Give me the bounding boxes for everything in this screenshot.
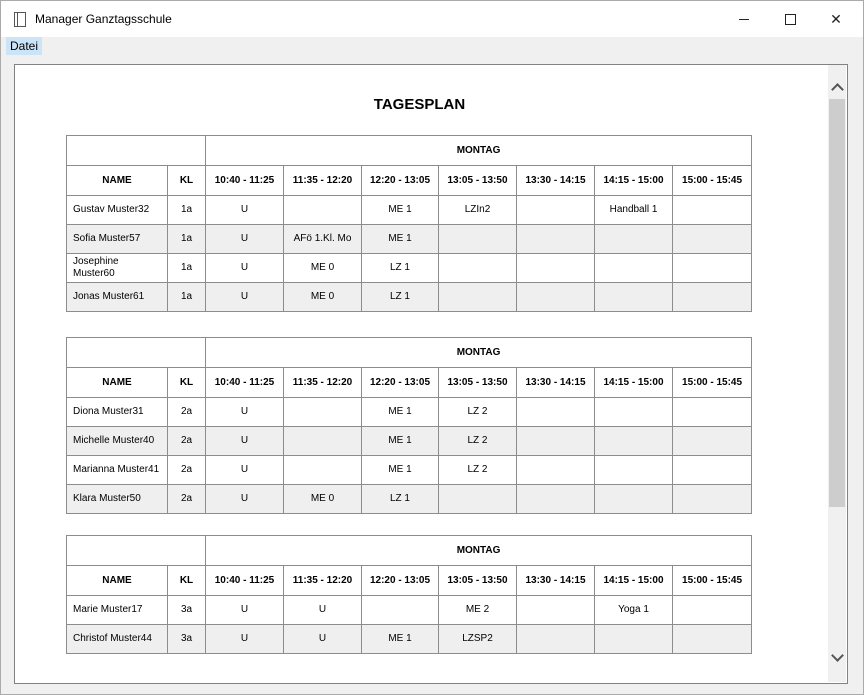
minimize-button[interactable] [721, 1, 767, 37]
schedule-cell: U [206, 456, 284, 485]
schedule-cell [673, 398, 752, 427]
close-icon: ✕ [830, 10, 842, 27]
document-page [22, 66, 817, 683]
empty-header-cell [67, 136, 206, 166]
schedule-cell: U [206, 398, 284, 427]
column-header: 10:40 - 11:25 [206, 368, 284, 398]
scroll-down-button[interactable] [828, 648, 846, 666]
table-row [67, 225, 752, 254]
schedule-cell: ME 0 [284, 283, 362, 312]
schedule-cell [439, 225, 517, 254]
schedule-cell [595, 254, 673, 283]
column-header: 13:30 - 14:15 [517, 166, 595, 196]
column-header: 14:15 - 15:00 [595, 566, 673, 596]
schedule-cell: ME 1 [362, 427, 439, 456]
schedule-cell: LZ 1 [362, 254, 439, 283]
column-header: KL [168, 368, 206, 398]
column-header-row [67, 566, 752, 596]
class-cell: 1a [168, 196, 206, 225]
chevron-up-icon [831, 83, 844, 96]
table-row [67, 283, 752, 312]
maximize-icon [785, 14, 796, 25]
schedule-cell [362, 596, 439, 625]
schedule-cell: ME 0 [284, 254, 362, 283]
day-header-row [67, 338, 752, 368]
day-header: MONTAG [206, 136, 752, 166]
schedule-cell [595, 625, 673, 654]
title-bar[interactable] [1, 1, 863, 37]
schedule-cell [673, 427, 752, 456]
schedule-cell: ME 0 [284, 485, 362, 514]
schedule-cell: U [206, 283, 284, 312]
table-row [67, 485, 752, 514]
schedule-cell: U [206, 225, 284, 254]
column-header: NAME [67, 368, 168, 398]
day-header-row [67, 136, 752, 166]
class-cell: 2a [168, 485, 206, 514]
class-cell: 2a [168, 456, 206, 485]
schedule-cell: U [206, 625, 284, 654]
page-title: TAGESPLAN [373, 96, 466, 113]
schedule-cell: Yoga 1 [595, 596, 673, 625]
day-header: MONTAG [206, 536, 752, 566]
schedule-cell: U [284, 625, 362, 654]
column-header: 11:35 - 12:20 [284, 368, 362, 398]
column-header: 11:35 - 12:20 [284, 166, 362, 196]
schedule-cell: ME 1 [362, 456, 439, 485]
column-header: 11:35 - 12:20 [284, 566, 362, 596]
schedule-cell: U [284, 596, 362, 625]
schedule-cell [595, 485, 673, 514]
schedule-cell: Handball 1 [595, 196, 673, 225]
schedule-cell [284, 196, 362, 225]
empty-header-cell [67, 536, 206, 566]
schedule-cell [517, 485, 595, 514]
scrollbar-thumb[interactable] [829, 99, 845, 507]
schedule-cell [595, 283, 673, 312]
table-row [67, 596, 752, 625]
schedule-cell: LZIn2 [439, 196, 517, 225]
column-header: 12:20 - 13:05 [362, 166, 439, 196]
schedule-cell: LZSP2 [439, 625, 517, 654]
schedule-cell: LZ 1 [362, 485, 439, 514]
column-header: 13:05 - 13:50 [439, 566, 517, 596]
student-name-cell: Marianna Muster41 [67, 456, 168, 485]
schedule-cell: U [206, 427, 284, 456]
schedule-cell [517, 625, 595, 654]
schedule-cell [673, 596, 752, 625]
student-name-cell: Michelle Muster40 [67, 427, 168, 456]
schedule-cell [595, 398, 673, 427]
schedule-cell: ME 1 [362, 196, 439, 225]
column-header: 15:00 - 15:45 [673, 566, 752, 596]
schedule-cell: LZ 2 [439, 427, 517, 456]
column-header: 12:20 - 13:05 [362, 566, 439, 596]
vertical-scrollbar[interactable] [828, 65, 846, 682]
schedule-cell: ME 1 [362, 225, 439, 254]
schedule-cell: U [206, 254, 284, 283]
column-header: KL [168, 166, 206, 196]
notebook-icon [14, 12, 26, 27]
schedule-cell [595, 456, 673, 485]
schedule-cell [673, 456, 752, 485]
column-header-row [67, 166, 752, 196]
schedule-table [66, 337, 752, 514]
schedule-cell: LZ 2 [439, 398, 517, 427]
schedule-cell [673, 485, 752, 514]
schedule-cell [517, 456, 595, 485]
scroll-up-button[interactable] [828, 78, 846, 96]
student-name-cell: Klara Muster50 [67, 485, 168, 514]
schedule-cell [517, 398, 595, 427]
table-row [67, 456, 752, 485]
column-header: NAME [67, 566, 168, 596]
student-name-cell: Jonas Muster61 [67, 283, 168, 312]
schedule-cell [673, 196, 752, 225]
column-header: 14:15 - 15:00 [595, 166, 673, 196]
schedule-cell [517, 427, 595, 456]
table-row [67, 398, 752, 427]
menu-item-datei[interactable]: Datei [6, 37, 42, 55]
schedule-cell [439, 485, 517, 514]
empty-header-cell [67, 338, 206, 368]
menu-bar [1, 37, 863, 55]
column-header: 10:40 - 11:25 [206, 166, 284, 196]
column-header: KL [168, 566, 206, 596]
student-name-cell: Marie Muster17 [67, 596, 168, 625]
column-header-row [67, 368, 752, 398]
column-header: 13:05 - 13:50 [439, 368, 517, 398]
class-cell: 2a [168, 427, 206, 456]
schedule-cell [284, 427, 362, 456]
schedule-cell: U [206, 485, 284, 514]
schedule-cell [595, 225, 673, 254]
maximize-button[interactable] [767, 1, 813, 37]
schedule-cell [517, 225, 595, 254]
schedule-cell: LZ 1 [362, 283, 439, 312]
schedule-cell [673, 625, 752, 654]
schedule-cell [517, 283, 595, 312]
schedule-cell: U [206, 596, 284, 625]
table-row [67, 254, 752, 283]
minimize-icon [739, 19, 749, 20]
column-header: 14:15 - 15:00 [595, 368, 673, 398]
day-header-row [67, 536, 752, 566]
class-cell: 3a [168, 625, 206, 654]
column-header: 15:00 - 15:45 [673, 166, 752, 196]
student-name-cell: Sofia Muster57 [67, 225, 168, 254]
class-cell: 1a [168, 225, 206, 254]
student-name-cell: Gustav Muster32 [67, 196, 168, 225]
schedule-cell [439, 254, 517, 283]
schedule-cell [517, 596, 595, 625]
schedule-cell: U [206, 196, 284, 225]
table-row [67, 427, 752, 456]
schedule-cell [517, 254, 595, 283]
schedule-cell [439, 283, 517, 312]
column-header: 13:30 - 14:15 [517, 368, 595, 398]
document-viewer[interactable] [14, 64, 848, 684]
table-row [67, 625, 752, 654]
schedule-cell: ME 2 [439, 596, 517, 625]
schedule-cell [284, 456, 362, 485]
day-header: MONTAG [206, 338, 752, 368]
class-cell: 2a [168, 398, 206, 427]
schedule-cell: AFö 1.Kl. Mo [284, 225, 362, 254]
schedule-cell [673, 225, 752, 254]
column-header: NAME [67, 166, 168, 196]
student-name-cell: Diona Muster31 [67, 398, 168, 427]
window-title: Manager Ganztagsschule [35, 12, 172, 26]
schedule-cell [673, 254, 752, 283]
column-header: 13:05 - 13:50 [439, 166, 517, 196]
class-cell: 1a [168, 283, 206, 312]
schedule-cell: LZ 2 [439, 456, 517, 485]
schedule-cell [595, 427, 673, 456]
schedule-cell [517, 196, 595, 225]
student-name-cell: Josephine Muster60 [67, 254, 168, 283]
schedule-cell [284, 398, 362, 427]
close-button[interactable] [813, 1, 859, 37]
table-row [67, 196, 752, 225]
column-header: 12:20 - 13:05 [362, 368, 439, 398]
schedule-cell: ME 1 [362, 398, 439, 427]
column-header: 15:00 - 15:45 [673, 368, 752, 398]
chevron-down-icon [831, 649, 844, 662]
schedule-cell: ME 1 [362, 625, 439, 654]
schedule-table [66, 535, 752, 654]
class-cell: 3a [168, 596, 206, 625]
column-header: 10:40 - 11:25 [206, 566, 284, 596]
schedule-table [66, 135, 752, 312]
class-cell: 1a [168, 254, 206, 283]
column-header: 13:30 - 14:15 [517, 566, 595, 596]
student-name-cell: Christof Muster44 [67, 625, 168, 654]
schedule-cell [673, 283, 752, 312]
